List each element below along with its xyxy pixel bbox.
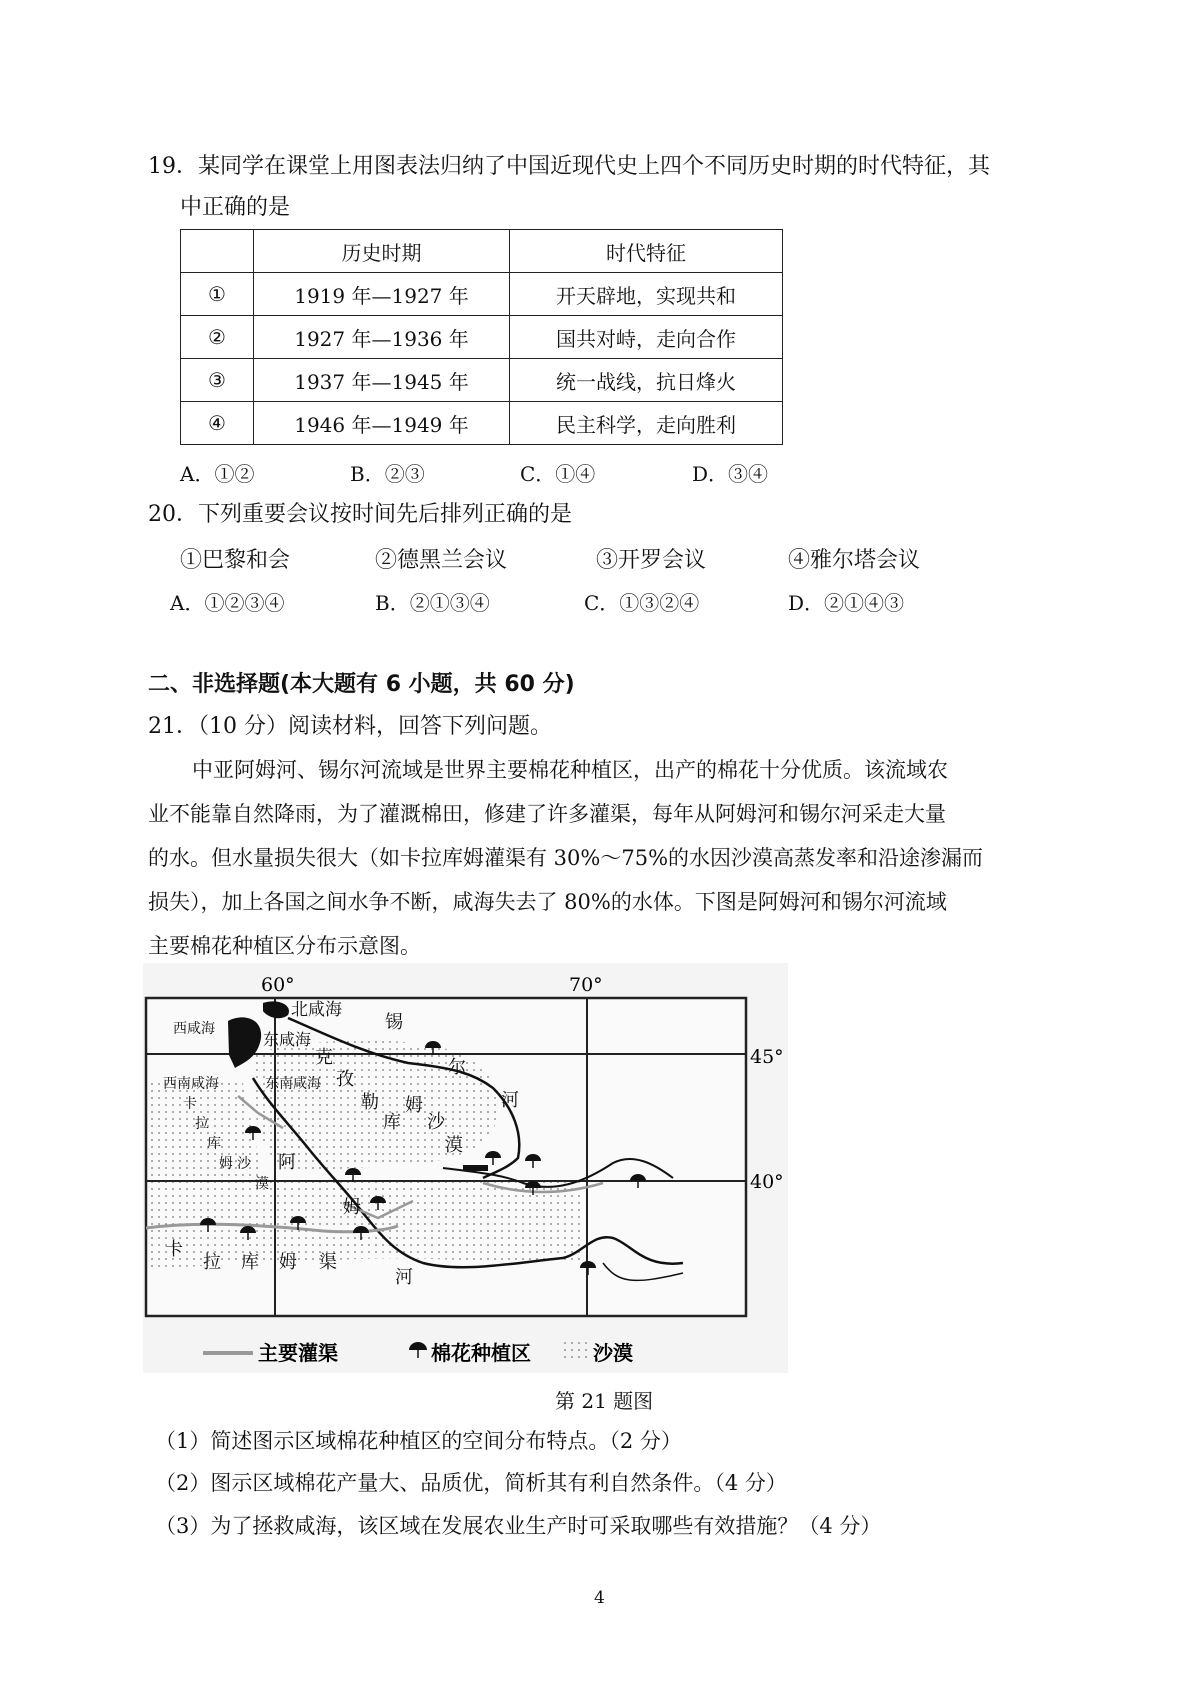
table-row: [181, 273, 783, 316]
option-a[interactable]: A．①②③④: [170, 591, 285, 615]
q20-stem: 20．下列重要会议按时间先后排列正确的是: [148, 502, 572, 527]
map-char: 拉: [195, 1116, 209, 1132]
label-southwest-aral: 西南咸海: [163, 1076, 219, 1092]
label-north-aral: 北咸海: [291, 1000, 342, 1020]
map-char: 阿: [278, 1152, 296, 1173]
legend-cotton: 棉花种植区: [431, 1341, 531, 1365]
option-a[interactable]: A．①②: [180, 462, 255, 486]
map-char: 姆: [219, 1156, 233, 1172]
option-b[interactable]: B．②③: [350, 462, 425, 486]
material-line: 中亚阿姆河、锡尔河流域是世界主要棉花种植区，出产的棉花十分优质。该流域农: [192, 758, 948, 782]
label-southeast-aral: 东南咸海: [265, 1076, 321, 1092]
map-char: 姆: [279, 1252, 297, 1273]
map-char: 勒: [361, 1092, 379, 1113]
map-char: 卡: [183, 1096, 197, 1112]
map-char: 拉: [203, 1252, 221, 1273]
table-row: [181, 316, 783, 359]
option-c[interactable]: C．①③②④: [584, 591, 700, 615]
legend-canal: 主要灌渠: [258, 1341, 338, 1365]
amu-syr-cotton-map: [143, 963, 788, 1373]
option-c[interactable]: C．①④: [520, 462, 596, 486]
meeting-item: ③开罗会议: [596, 548, 707, 573]
table-cell: ②: [181, 316, 254, 359]
map-char: 沙: [237, 1156, 251, 1172]
map-char: 漠: [255, 1176, 269, 1192]
option-b[interactable]: B．②①③④: [375, 591, 490, 615]
map-char: 克: [315, 1047, 333, 1068]
table-header-cell: 时代特征: [510, 230, 783, 273]
lat-label-45: 45°: [750, 1046, 784, 1068]
table-cell: 民主科学，走向胜利: [510, 402, 783, 445]
table-header-cell: 历史时期: [254, 230, 510, 273]
table-cell: ④: [181, 402, 254, 445]
lat-label-40: 40°: [750, 1171, 784, 1193]
table-header-row: [181, 230, 783, 273]
map-char: 尔: [448, 1057, 466, 1078]
table-cell: 开天辟地，实现共和: [510, 273, 783, 316]
page-number: 4: [594, 1588, 605, 1608]
subquestion-3: （3）为了拯救咸海，该区域在发展农业生产时可采取哪些有效措施？（4 分）: [155, 1514, 882, 1538]
lon-label-70: 70°: [569, 974, 603, 996]
table-cell: 统一战线，抗日烽火: [510, 359, 783, 402]
legend-desert: 沙漠: [593, 1341, 633, 1365]
table-header-cell: [181, 230, 254, 273]
map-char: 河: [501, 1090, 519, 1111]
map-char: 姆: [405, 1095, 423, 1116]
map-char: 库: [383, 1112, 401, 1133]
table-cell: 1919 年—1927 年: [254, 273, 510, 316]
lon-label-60: 60°: [261, 974, 295, 996]
material-line: 业不能靠自然降雨，为了灌溉棉田，修建了许多灌渠，每年从阿姆河和锡尔河采走大量: [148, 802, 946, 826]
q21-stem: 21．（10 分）阅读材料，回答下列问题。: [148, 714, 552, 739]
table-cell: 1946 年—1949 年: [254, 402, 510, 445]
table-row: [181, 402, 783, 445]
material-line: 的水。但水量损失很大（如卡拉库姆灌渠有 30%～75%的水因沙漠高蒸发率和沿途渗漏而: [148, 846, 984, 870]
map-char: 姆: [343, 1197, 361, 1218]
map-char: 库: [241, 1252, 259, 1273]
map-char: 河: [395, 1267, 413, 1288]
table-cell: ①: [181, 273, 254, 316]
map-char: 库: [207, 1136, 221, 1152]
option-d[interactable]: D．③④: [692, 462, 769, 486]
map-char: 孜: [336, 1069, 354, 1090]
map-char: 渠: [319, 1252, 337, 1273]
q19-stem-line1: 19．某同学在课堂上用图表法归纳了中国近现代史上四个不同历史时期的时代特征，其: [148, 154, 990, 179]
table-cell: 1927 年—1936 年: [254, 316, 510, 359]
map-char: 漠: [445, 1135, 463, 1156]
q21-material: [148, 748, 1068, 968]
map-char: 卡: [165, 1239, 183, 1260]
section-heading: 二、非选择题(本大题有 6 小题，共 60 分): [148, 672, 575, 697]
map-char: 锡: [385, 1012, 403, 1033]
q19-stem-line2: 中正确的是: [180, 195, 291, 220]
subquestion-1: （1）简述图示区域棉花种植区的空间分布特点。（2 分）: [155, 1429, 682, 1453]
material-line: 主要棉花种植区分布示意图。: [148, 934, 421, 958]
meeting-item: ①巴黎和会: [180, 548, 291, 573]
map-char: 沙: [427, 1112, 445, 1133]
table-cell: ③: [181, 359, 254, 402]
desert-legend-swatch: [561, 1341, 589, 1361]
meeting-item: ②德黑兰会议: [375, 548, 508, 573]
table-cell: 国共对峙，走向合作: [510, 316, 783, 359]
history-periods-table: [180, 229, 783, 445]
option-d[interactable]: D．②①④③: [788, 591, 905, 615]
meeting-item: ④雅尔塔会议: [788, 548, 921, 573]
label-west-aral: 西咸海: [173, 1021, 215, 1037]
material-line: 损失），加上各国之间水争不断，咸海失去了 80%的水体。下图是阿姆河和锡尔河流域: [148, 890, 947, 914]
map-caption: 第 21 题图: [555, 1389, 654, 1413]
table-row: [181, 359, 783, 402]
subquestion-2: （2）图示区域棉花产量大、品质优，简析其有利自然条件。（4 分）: [155, 1471, 787, 1495]
table-cell: 1937 年—1945 年: [254, 359, 510, 402]
label-east-aral: 东咸海: [263, 1030, 312, 1049]
